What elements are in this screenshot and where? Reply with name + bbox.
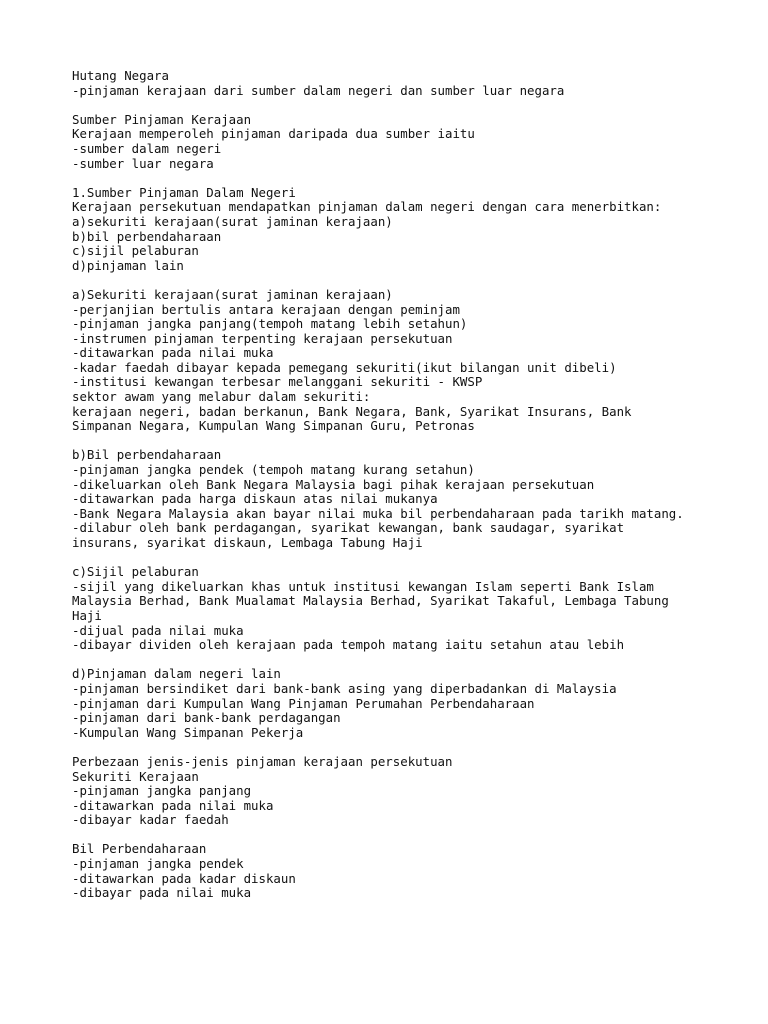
section-sumber-pinjaman bbox=[72, 113, 752, 171]
text-line: Malaysia Berhad, Bank Mualamat Malaysia Berhad, Syarikat Takaful, Lembaga Tabung bbox=[72, 593, 669, 609]
text-line: insurans, syarikat diskaun, Lembaga Tabung Haji bbox=[72, 535, 423, 550]
text-line: -ditawarkan pada harga diskaun atas nilai mukanya bbox=[72, 491, 438, 507]
text-line: -pinjaman jangka pendek (tempoh matang kurang setahun) bbox=[72, 462, 475, 478]
section-heading: Sumber Pinjaman Kerajaan bbox=[72, 111, 252, 127]
text-line: -sumber luar negara bbox=[72, 155, 214, 171]
section-heading: Hutang Negara bbox=[72, 68, 169, 83]
text-line: -dilabur oleh bank perdagangan, syarikat kewangan, bank saudagar, syarikat bbox=[72, 520, 625, 536]
text-line: Kerajaan persekutuan mendapatkan pinjaman dalam negeri dengan cara menerbitkan: bbox=[72, 199, 662, 215]
section-perbezaan bbox=[72, 755, 752, 828]
text-line: -pinjaman bersindiket dari bank-bank asing yang diperbadankan di Malaysia bbox=[72, 680, 617, 696]
text-line: kerajaan negeri, badan berkanun, Bank Negara, Bank, Syarikat Insurans, Bank bbox=[72, 403, 632, 419]
section-sijil-pelaburan bbox=[72, 565, 752, 653]
text-line: d)pinjaman lain bbox=[72, 257, 184, 273]
text-line: -pinjaman dari bank-bank perdagangan bbox=[72, 710, 341, 726]
text-line: -pinjaman jangka pendek bbox=[72, 856, 244, 872]
section-heading: d)Pinjaman dalam negeri lain bbox=[72, 666, 281, 682]
section-dalam-negeri bbox=[72, 186, 752, 274]
text-line: Sekuriti Kerajaan bbox=[72, 768, 199, 784]
section-heading: Bil Perbendaharaan bbox=[72, 841, 207, 857]
text-line: -ditawarkan pada nilai muka bbox=[72, 797, 274, 813]
text-line: -sijil yang dikeluarkan khas untuk institusi kewangan Islam seperti Bank Islam bbox=[72, 578, 654, 594]
text-line: -instrumen pinjaman terpenting kerajaan persekutuan bbox=[72, 330, 453, 346]
text-line: b)bil perbendaharaan bbox=[72, 228, 222, 244]
section-heading: 1.Sumber Pinjaman Dalam Negeri bbox=[72, 184, 296, 200]
text-line: sektor awam yang melabur dalam sekuriti: bbox=[72, 389, 371, 405]
text-line: -Bank Negara Malaysia akan bayar nilai muka bil perbendaharaan pada tarikh matang. bbox=[72, 505, 684, 521]
text-line: -pinjaman jangka panjang bbox=[72, 783, 252, 799]
section-heading: a)Sekuriti kerajaan(surat jaminan kerajaan) bbox=[72, 286, 393, 302]
text-line: a)sekuriti kerajaan(surat jaminan kerajaan) bbox=[72, 213, 393, 229]
section-bil-perbendaharaan bbox=[72, 448, 752, 550]
text-line: -sumber dalam negeri bbox=[72, 140, 222, 156]
text-line: -ditawarkan pada nilai muka bbox=[72, 345, 274, 361]
text-line: -dibayar dividen oleh kerajaan pada tempoh matang iaitu setahun atau lebih bbox=[72, 637, 625, 653]
text-line: Haji bbox=[72, 607, 102, 623]
text-line: c)sijil pelaburan bbox=[72, 243, 199, 259]
text-line: Simpanan Negara, Kumpulan Wang Simpanan Guru, Petronas bbox=[72, 418, 475, 434]
text-line: -ditawarkan pada kadar diskaun bbox=[72, 870, 296, 886]
text-line: -Kumpulan Wang Simpanan Pekerja bbox=[72, 724, 304, 740]
document-body bbox=[72, 69, 752, 915]
section-heading: Perbezaan jenis-jenis pinjaman kerajaan persekutuan bbox=[72, 753, 453, 769]
text-line: -kadar faedah dibayar kepada pemegang sekuriti(ikut bilangan unit dibeli) bbox=[72, 359, 617, 375]
section-heading: b)Bil perbendaharaan bbox=[72, 447, 222, 463]
section-hutang-negara bbox=[72, 69, 752, 98]
text-line: -pinjaman jangka panjang(tempoh matang lebih setahun) bbox=[72, 316, 468, 332]
text-line: -pinjaman dari Kumpulan Wang Pinjaman Perumahan Perbendaharaan bbox=[72, 695, 535, 711]
text-line: -dijual pada nilai muka bbox=[72, 622, 244, 638]
text-line: -institusi kewangan terbesar melanggani sekuriti - KWSP bbox=[72, 374, 483, 390]
text-line: -dikeluarkan oleh Bank Negara Malaysia bagi pihak kerajaan persekutuan bbox=[72, 476, 595, 492]
text-line: -pinjaman kerajaan dari sumber dalam negeri dan sumber luar negara bbox=[72, 82, 565, 98]
section-pinjaman-lain bbox=[72, 667, 752, 740]
text-line: -dibayar kadar faedah bbox=[72, 812, 229, 828]
text-line: -perjanjian bertulis antara kerajaan dengan peminjam bbox=[72, 301, 460, 317]
text-line: -dibayar pada nilai muka bbox=[72, 885, 252, 901]
section-bil-perbendaharaan-ringkasan bbox=[72, 842, 752, 900]
text-line: Kerajaan memperoleh pinjaman daripada dua sumber iaitu bbox=[72, 126, 475, 142]
section-heading: c)Sijil pelaburan bbox=[72, 564, 199, 580]
section-sekuriti-kerajaan bbox=[72, 288, 752, 434]
